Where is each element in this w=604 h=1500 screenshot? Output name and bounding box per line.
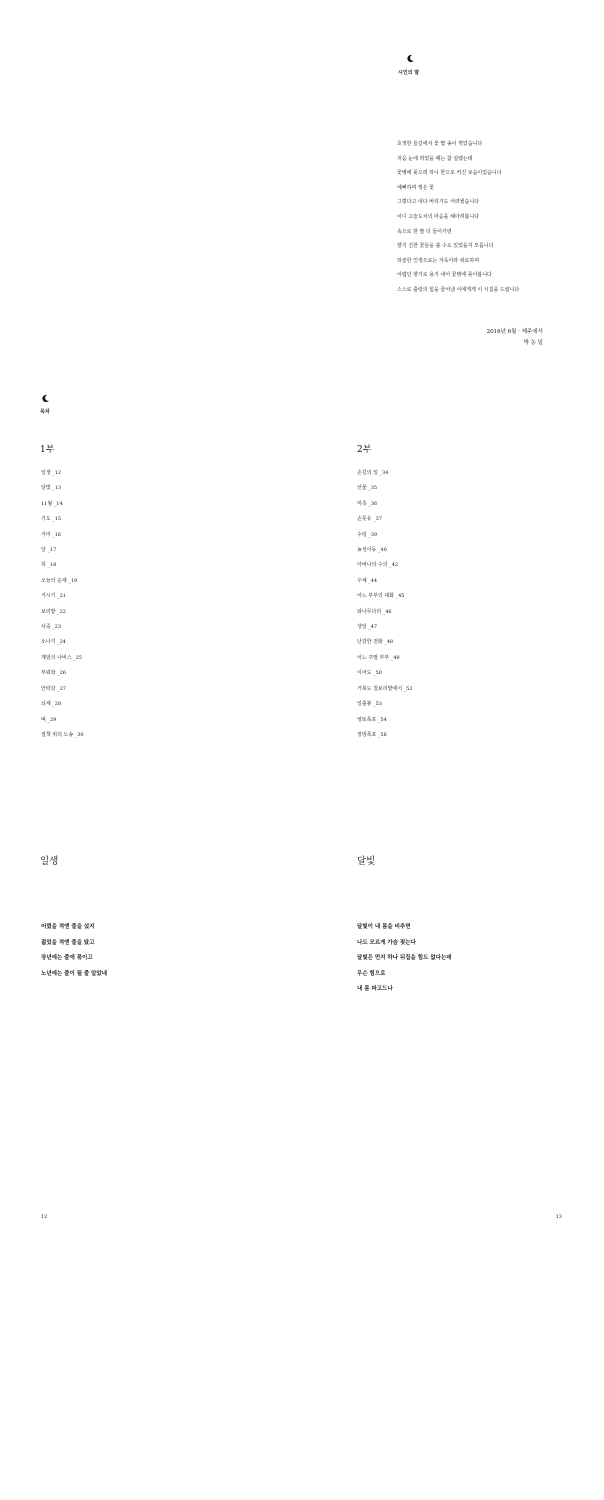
poem-line: 무슨 힘으로 <box>357 970 386 977</box>
preface-line: 호젓한 들길에서 꽃 몇 송이 꺾었습니다 <box>397 141 483 147</box>
preface-date-place: 2016년 6월 · 제주에서 <box>486 329 543 335</box>
preface-line: 어렵던 향기로 용기 내어 꽃병에 꽂아봅니다 <box>397 272 492 279</box>
toc-item[interactable]: 와나무다리 _46 <box>357 608 392 615</box>
poem-line: 장년에는 줄에 묶이고 <box>41 955 93 962</box>
preface-signature <box>487 327 543 349</box>
preface-line: 어디 고슬도치의 마음을 헤아려봅니다 <box>397 213 480 220</box>
toc-item[interactable]: 수렁 _39 <box>357 531 378 538</box>
toc-item[interactable]: 난감한 전화 _48 <box>357 639 394 646</box>
poem-line: 어렸을 적엔 줄을 섰지 <box>41 924 95 930</box>
preface-line: 속으로 한 발 더 들어가면 <box>397 228 452 235</box>
preface-line: 스스로 출렁의 힘을 끌어낸 이에게게 이 시집을 드립니다 <box>397 286 520 293</box>
preface-line: 그렇다고 내다 버리기도 어려웠습니다 <box>397 199 480 206</box>
preface-line: 예뻐하며 꺾은 꽃 <box>397 184 434 191</box>
toc-item[interactable]: 제임의 나비스 _25 <box>41 654 83 661</box>
preface-line: 꽃병에 꽂으려 하니 한으로 커진 보습이었습니다 <box>397 170 502 177</box>
poem-line: 내 몸 파고드나 <box>357 986 393 993</box>
toc-part1-title: 1부 <box>40 445 55 455</box>
preface-line: 향기 진한 꽃들을 볼 수도 있었을지 모릅니다 <box>397 243 494 250</box>
toc-part1-list <box>41 466 84 743</box>
toc-item[interactable]: 손롯유 _37 <box>357 516 382 523</box>
poem-line: 달빛은 먼지 하나 뒤집을 힘도 없다는데 <box>357 955 452 962</box>
poem-line: 달빛이 내 몸을 비추면 <box>357 924 411 930</box>
poem-body <box>41 920 107 982</box>
poem-line: 노년에는 줄이 될 줄 알았네 <box>41 970 108 977</box>
toc-item[interactable]: 11월 _14 <box>41 500 63 507</box>
toc-item[interactable]: 부뢰와 _26 <box>41 670 66 677</box>
toc-item[interactable]: 엉또폭포 _54 <box>357 716 387 723</box>
toc-item[interactable]: 손길의 일 _34 <box>357 470 389 476</box>
crescent-moon-icon <box>41 394 50 403</box>
poem-title: 일생 <box>40 856 59 867</box>
toc-item[interactable]: 사죽 _23 <box>41 624 62 631</box>
page-number: 12 <box>41 1214 48 1220</box>
toc-item[interactable]: 소나기 _24 <box>41 639 66 646</box>
toc-item[interactable]: 달빛 _13 <box>41 485 62 492</box>
toc-part2-title: 2부 <box>357 445 372 455</box>
toc-item[interactable]: 거미 _16 <box>41 531 62 538</box>
toc-item[interactable]: 기도 _15 <box>41 516 62 523</box>
preface-author: 박 농 일 <box>523 340 543 346</box>
poem-title: 달빛 <box>357 856 376 867</box>
toc-item[interactable]: 거시기 _21 <box>41 593 66 600</box>
toc-item[interactable]: 허 _18 <box>41 562 57 569</box>
toc-item[interactable]: 선물 _35 <box>357 485 378 492</box>
page-number: 13 <box>555 1214 562 1220</box>
toc-item[interactable]: 보리밭 _22 <box>41 608 66 615</box>
preface-title: 시인의 말 <box>398 70 420 76</box>
crescent-moon-icon <box>406 54 415 63</box>
toc-item[interactable]: 정방폭포 _56 <box>357 731 387 738</box>
toc-item[interactable]: 달 _17 <box>41 547 57 554</box>
toc-item[interactable]: 익측 _36 <box>357 500 378 507</box>
preface-body <box>397 137 519 298</box>
toc-item[interactable]: 생일 _47 <box>357 624 378 631</box>
toc-item[interactable]: 거북도 철보리밭에서 _52 <box>357 685 413 692</box>
poem-body <box>357 920 452 998</box>
toc-item[interactable]: 농성이동 _40 <box>357 547 387 554</box>
preface-line: 허술한 인생으로는 자욱이라 위로하며 <box>397 257 480 264</box>
toc-item[interactable]: 벼 _29 <box>41 716 57 723</box>
toc-item[interactable]: 안락감 _27 <box>41 685 66 692</box>
poem-line: 나도 모르게 가슴 젖는다 <box>357 939 416 946</box>
toc-item[interactable]: 어느 주말 부부 _49 <box>357 654 400 661</box>
toc-item[interactable]: 질책 위의 노송 _30 <box>41 731 84 738</box>
toc-item[interactable]: 우체 _44 <box>357 577 378 584</box>
preface-line: 처음 눈에 띄었을 때는 참 설렜는데 <box>397 155 473 162</box>
toc-item[interactable]: 오늘의 운세 _19 <box>41 577 78 584</box>
toc-item[interactable]: 어느 부부의 대화 _45 <box>357 593 405 600</box>
toc-item[interactable]: 아버나의 수의 _42 <box>357 562 399 569</box>
toc-item[interactable]: 뇌세 _28 <box>41 701 62 708</box>
poem-line: 젊었을 적엔 줄을 탔고 <box>41 939 95 946</box>
toc-item[interactable]: 일출봉 _53 <box>357 701 382 708</box>
toc-part2-list <box>357 466 413 743</box>
toc-item[interactable]: 이어도 _50 <box>357 670 382 677</box>
toc-title: 목차 <box>40 409 50 415</box>
toc-item[interactable]: 일생 _12 <box>41 470 62 476</box>
